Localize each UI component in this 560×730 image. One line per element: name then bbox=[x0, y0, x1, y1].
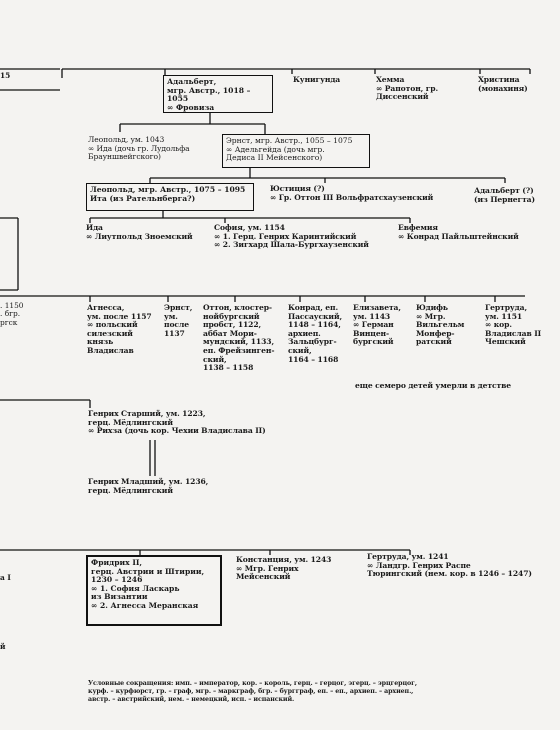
person-elizabeth: Елизавета, ум. 1143 ∞ Герман Винцен- бургский bbox=[353, 303, 401, 347]
fragment-left-a-i: а I bbox=[0, 573, 11, 582]
note-children: еще семеро детей умерли в детстве bbox=[355, 381, 512, 390]
person-gertrude-ii: Гертруда, ум. 1241 ∞ Ландгр. Генрих Распе Тюрингский (нем. кор. в 1246 – 1247) bbox=[367, 552, 532, 579]
person-kunigunda: Кунигунда bbox=[293, 75, 341, 84]
person-adalbert: Адальберт, мгр. Австр., 1018 – 1055 ∞ Фровиза bbox=[163, 75, 273, 113]
person-gertrude: Гертруда, ум. 1151 ∞ кор. Владислав II Чешский bbox=[485, 303, 542, 347]
person-leopold-ii: Леопольд, мгр. Австр., 1075 – 1095 Ита (из Рательнберга?) bbox=[86, 183, 254, 211]
person-adalbert-ii: Адальберт (?) (из Пернегта) bbox=[474, 186, 535, 204]
person-ernst: Эрнст, мгр. Австр., 1055 – 1075 ∞ Адельгейда (дочь мгр. Дедиса II Мейсенского) bbox=[222, 134, 370, 168]
person-euphemia: Евфемия ∞ Конрад Пайльштейнский bbox=[398, 223, 519, 241]
fragment-top-number: 15 bbox=[0, 71, 11, 80]
abbreviation-legend: Условные сокращения: имп. – император, кор. – король, герц. – герцог, эгерц. – эрцгерцог, курф. – курфюрст, гр. – граф, мгр. – маркграф, бгр. – бургграф, еп. – еп., архиеп. – архиеп., австр. – австрийский, нем. – немецкий, исп. – испанский. bbox=[88, 680, 417, 703]
fragment-left-1150: . 1150 . бгр. ргск bbox=[0, 301, 24, 327]
fragment-left-y: й bbox=[0, 642, 6, 651]
person-ernst-ii: Эрнст, ум. после 1137 bbox=[164, 303, 193, 338]
person-friedrich-ii: Фридрих II, герц. Австрии и Штирии, 1230 – 1246 ∞ 1. София Ласкарь из Византии ∞ 2. Агнесса Меранская bbox=[86, 555, 222, 626]
person-otto: Оттон, клостер- нойбургский пробст, 1122, аббат Мори- мундский, 1133, еп. Фрейзинген- ский, 1138 – 1158 bbox=[203, 303, 275, 373]
person-ida: Ида ∞ Лиутпольд Зноемский bbox=[86, 223, 193, 241]
person-christina: Христина (монахиня) bbox=[478, 75, 528, 93]
person-hemma: Хемма ∞ Рапотон, гр. Диссенский bbox=[376, 75, 439, 102]
person-sophia: София, ум. 1154 ∞ 1. Герц. Генрих Каринтийский ∞ 2. Зигхард Шала-Бургхаузенский bbox=[214, 223, 369, 250]
person-heinrich-younger: Генрих Младший, ум. 1236, герц. Мёдлингский bbox=[88, 477, 209, 495]
person-agnes: Агнесса, ум. после 1157 ∞ польский силезский князь Владислав bbox=[87, 303, 152, 355]
person-justicia: Юстиция (?) ∞ Гр. Оттон III Вольфратсхаузенский bbox=[270, 184, 434, 202]
person-judith: Юдифь ∞ Мгр. Вильгельм Монфер- ратский bbox=[416, 303, 465, 347]
person-konrad: Конрад, еп. Пассауский, 1148 – 1164, архиеп. Зальцбург- ский, 1164 – 1168 bbox=[288, 303, 343, 364]
person-heinrich-elder: Генрих Старший, ум. 1223, герц. Мёдлингский ∞ Рихза (дочь кор. Чехии Владислава II) bbox=[88, 409, 266, 436]
person-leopold: Леопольд, ум. 1043 ∞ Ида (дочь гр. Лудольфа Брауншвейгского) bbox=[88, 135, 190, 162]
person-constance: Констанция, ум. 1243 ∞ Мгр. Генрих Мейсенский bbox=[236, 555, 332, 582]
